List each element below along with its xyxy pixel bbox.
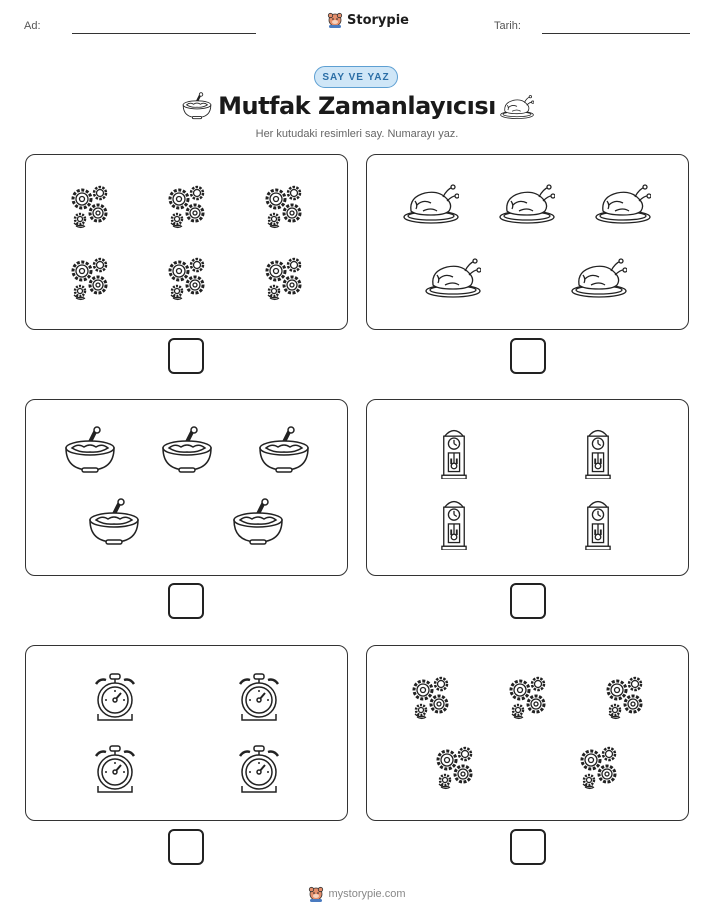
count-panel-6 (366, 645, 689, 821)
bowl-icon (88, 498, 140, 546)
answer-box-6[interactable] (510, 829, 546, 865)
count-panel-2 (366, 154, 689, 330)
instructions: Her kutudaki resimleri say. Numarayı yaz. (255, 128, 459, 140)
brand-logo (327, 12, 409, 28)
grandfather-clock-icon (584, 425, 612, 479)
gears-icon (577, 744, 623, 790)
bowl-icon (64, 426, 116, 474)
count-panel-4 (366, 399, 689, 576)
alarm-clock-icon (234, 672, 284, 722)
gears-icon (262, 183, 308, 229)
count-panel-5 (25, 645, 348, 821)
roast-chicken-icon (500, 94, 534, 120)
answer-box-2[interactable] (510, 338, 546, 374)
gears-icon (409, 674, 455, 720)
gears-icon (262, 255, 308, 301)
roast-chicken-icon (571, 257, 627, 299)
gears-icon (165, 183, 211, 229)
gears-icon (433, 744, 479, 790)
count-panel-3 (25, 399, 348, 576)
page-title: Mutfak Zamanlayıcısı (218, 92, 496, 120)
gears-icon (603, 674, 649, 720)
alarm-clock-icon (234, 744, 284, 794)
brand-name: Storypie (347, 12, 409, 28)
answer-box-1[interactable] (168, 338, 204, 374)
gears-icon (165, 255, 211, 301)
alarm-clock-icon (90, 744, 140, 794)
grandfather-clock-icon (440, 496, 468, 550)
gears-icon (68, 255, 114, 301)
name-label: Ad: (24, 20, 41, 32)
grandfather-clock-icon (584, 496, 612, 550)
bowl-icon (232, 498, 284, 546)
count-panel-1 (25, 154, 348, 330)
answer-box-3[interactable] (168, 583, 204, 619)
roast-chicken-icon (595, 183, 651, 225)
answer-box-5[interactable] (168, 829, 204, 865)
activity-badge: SAY VE YAZ (314, 66, 398, 88)
answer-box-4[interactable] (510, 583, 546, 619)
footer-url[interactable]: mystorypie.com (328, 888, 406, 900)
roast-chicken-icon (499, 183, 555, 225)
bear-mascot-icon (327, 12, 343, 28)
roast-chicken-icon (425, 257, 481, 299)
grandfather-clock-icon (440, 425, 468, 479)
alarm-clock-icon (90, 672, 140, 722)
footer (0, 886, 714, 902)
bowl-icon (258, 426, 310, 474)
date-label: Tarih: (494, 20, 521, 32)
gears-icon (68, 183, 114, 229)
gears-icon (506, 674, 552, 720)
roast-chicken-icon (403, 183, 459, 225)
name-line[interactable] (72, 33, 256, 34)
date-line[interactable] (542, 33, 690, 34)
bear-mascot-icon (308, 886, 324, 902)
bowl-icon (161, 426, 213, 474)
